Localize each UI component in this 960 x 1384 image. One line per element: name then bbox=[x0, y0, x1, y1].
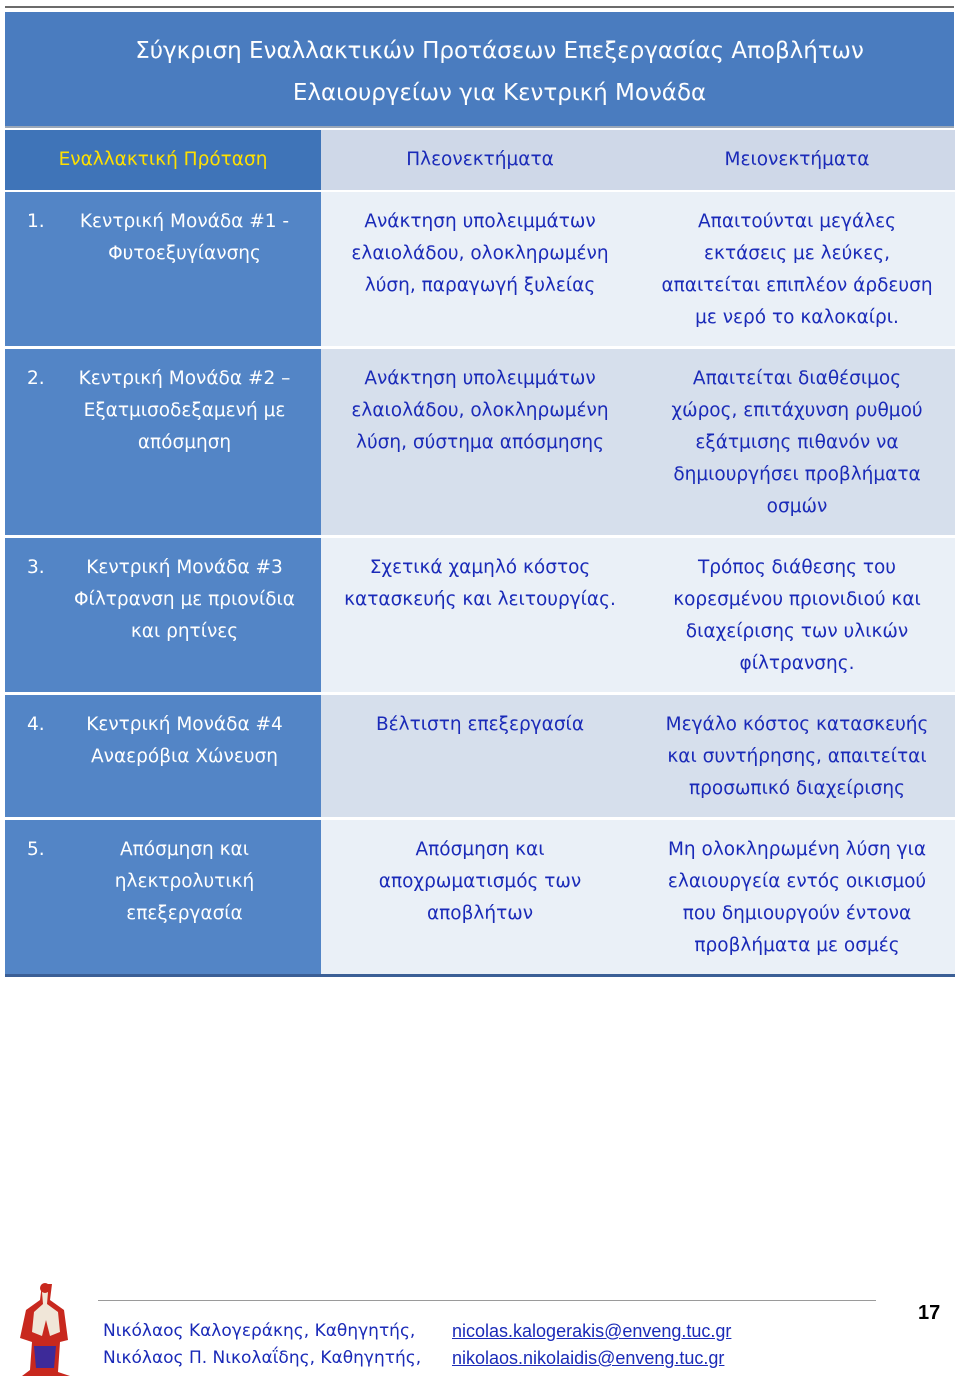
comparison-table bbox=[5, 130, 955, 977]
footer-rule bbox=[98, 1300, 876, 1301]
proposal-number: 4. bbox=[27, 714, 45, 735]
table-row bbox=[5, 191, 955, 348]
header-cons: Μειονεκτήματα bbox=[639, 130, 955, 191]
cons-line: κορεσμένου πριονιδιού και bbox=[673, 589, 921, 610]
proposal-line: Κεντρική Μονάδα #2 – bbox=[78, 368, 291, 389]
proposal-line: Κεντρική Μονάδα #1 - bbox=[79, 211, 290, 232]
proposal-line: Απόσμηση και bbox=[119, 839, 250, 860]
cons-line: εκτάσεις με λεύκες, bbox=[704, 243, 890, 264]
proposal-line: Φυτοεξυγίανσης bbox=[108, 243, 261, 264]
pros-line: λύση, παραγωγή ξυλείας bbox=[364, 275, 596, 296]
proposal-line: απόσμηση bbox=[137, 432, 232, 453]
title-line-2: Ελαιουργείων για Κεντρική Μονάδα bbox=[292, 80, 707, 106]
proposal-cell bbox=[5, 819, 321, 976]
proposal-text bbox=[62, 206, 307, 270]
proposal-line: ηλεκτρολυτική bbox=[114, 871, 255, 892]
cons-cell bbox=[639, 694, 955, 819]
cons-line: Απαιτείται διαθέσιμος bbox=[692, 368, 902, 389]
cons-cell bbox=[639, 191, 955, 348]
pros-line: ελαιολάδου, ολοκληρωμένη bbox=[351, 400, 609, 421]
pros-line: Απόσμηση και bbox=[415, 839, 545, 860]
pros-line: ελαιολάδου, ολοκληρωμένη bbox=[351, 243, 609, 264]
cons-line: οσμών bbox=[766, 496, 828, 517]
pros-line: αποβλήτων bbox=[426, 903, 534, 924]
cons-line: Απαιτούνται μεγάλες bbox=[698, 211, 896, 232]
pros-cell bbox=[321, 694, 639, 819]
university-logo-icon bbox=[12, 1280, 80, 1380]
proposal-cell bbox=[5, 348, 321, 537]
cons-cell bbox=[639, 819, 955, 976]
cons-line: που δημιουργούν έντονα bbox=[682, 903, 912, 924]
proposal-number: 1. bbox=[27, 211, 45, 232]
pros-cell bbox=[321, 191, 639, 348]
proposal-cell bbox=[5, 694, 321, 819]
pros-cell bbox=[321, 348, 639, 537]
title-line-1: Σύγκριση Εναλλακτικών Προτάσεων Επεξεργασίας Αποβλήτων bbox=[135, 38, 864, 64]
proposal-cell bbox=[5, 537, 321, 694]
top-rule bbox=[5, 6, 954, 8]
proposal-text bbox=[62, 552, 307, 648]
pros-line: λύση, σύστημα απόσμησης bbox=[356, 432, 604, 453]
proposal-line: επεξεργασία bbox=[126, 903, 243, 924]
slide-title bbox=[5, 12, 954, 128]
proposal-line: Κεντρική Μονάδα #3 bbox=[86, 557, 283, 578]
cons-line: διαχείρισης των υλικών bbox=[685, 621, 909, 642]
pros-line: αποχρωματισμός των bbox=[378, 871, 582, 892]
header-pros: Πλεονεκτήματα bbox=[321, 130, 639, 191]
cons-line: Μεγάλο κόστος κατασκευής bbox=[665, 714, 929, 735]
cons-line: χώρος, επιτάχυνση ρυθμού bbox=[671, 400, 923, 421]
pros-cell bbox=[321, 537, 639, 694]
author-1: Νικόλαος Καλογεράκης, Καθηγητής, bbox=[103, 1321, 416, 1341]
cons-line: Τρόπος διάθεσης του bbox=[698, 557, 896, 578]
author-2: Νικόλαος Π. Νικολαΐδης, Καθηγητής, bbox=[103, 1348, 422, 1368]
proposal-line: και ρητίνες bbox=[130, 621, 239, 642]
pros-line: κατασκευής και λειτουργίας. bbox=[344, 589, 616, 610]
email-link-1[interactable]: nicolas.kalogerakis@enveng.tuc.gr bbox=[452, 1321, 732, 1341]
footer-authors bbox=[103, 1318, 421, 1372]
proposal-cell bbox=[5, 191, 321, 348]
table-row bbox=[5, 537, 955, 694]
pros-line: Βέλτιστη επεξεργασία bbox=[375, 714, 585, 735]
cons-line: με νερό το καλοκαίρι. bbox=[695, 307, 899, 328]
cons-line: προβλήματα με οσμές bbox=[694, 935, 900, 956]
header-proposal: Εναλλακτική Πρόταση bbox=[5, 130, 321, 191]
cons-line: και συντήρησης, απαιτείται bbox=[667, 746, 927, 767]
cons-cell bbox=[639, 348, 955, 537]
cons-line: ελαιουργεία εντός οικισμού bbox=[667, 871, 927, 892]
pros-line: Ανάκτηση υπολειμμάτων bbox=[364, 368, 596, 389]
cons-line: απαιτείται επιπλέον άρδευση bbox=[661, 275, 933, 296]
pros-cell bbox=[321, 819, 639, 976]
table-header-row bbox=[5, 130, 955, 191]
proposal-line: Κεντρική Μονάδα #4 bbox=[86, 714, 283, 735]
proposal-line: Εξατμισοδεξαμενή με bbox=[83, 400, 286, 421]
table-row bbox=[5, 348, 955, 537]
proposal-line: Φίλτρανση με πριονίδια bbox=[74, 589, 295, 610]
proposal-text bbox=[62, 834, 307, 930]
pros-line: Ανάκτηση υπολειμμάτων bbox=[364, 211, 596, 232]
proposal-number: 5. bbox=[27, 839, 45, 860]
table-row bbox=[5, 694, 955, 819]
table-row bbox=[5, 819, 955, 976]
cons-line: Μη ολοκληρωμένη λύση για bbox=[667, 839, 927, 860]
proposal-text bbox=[62, 363, 307, 459]
page-number: 17 bbox=[918, 1302, 941, 1324]
cons-cell bbox=[639, 537, 955, 694]
pros-line: Σχετικά χαμηλό κόστος bbox=[369, 557, 591, 578]
proposal-line: Αναερόβια Χώνευση bbox=[90, 746, 279, 767]
cons-line: δημιουργήσει προβλήματα bbox=[673, 464, 921, 485]
proposal-text bbox=[62, 709, 307, 773]
footer-emails bbox=[452, 1318, 731, 1372]
proposal-number: 2. bbox=[27, 368, 45, 389]
email-link-2[interactable]: nikolaos.nikolaidis@enveng.tuc.gr bbox=[452, 1348, 725, 1368]
proposal-number: 3. bbox=[27, 557, 45, 578]
cons-line: εξάτμισης πιθανόν να bbox=[695, 432, 899, 453]
cons-line: φίλτρανσης. bbox=[739, 653, 855, 674]
cons-line: προσωπικό διαχείρισης bbox=[689, 778, 905, 799]
